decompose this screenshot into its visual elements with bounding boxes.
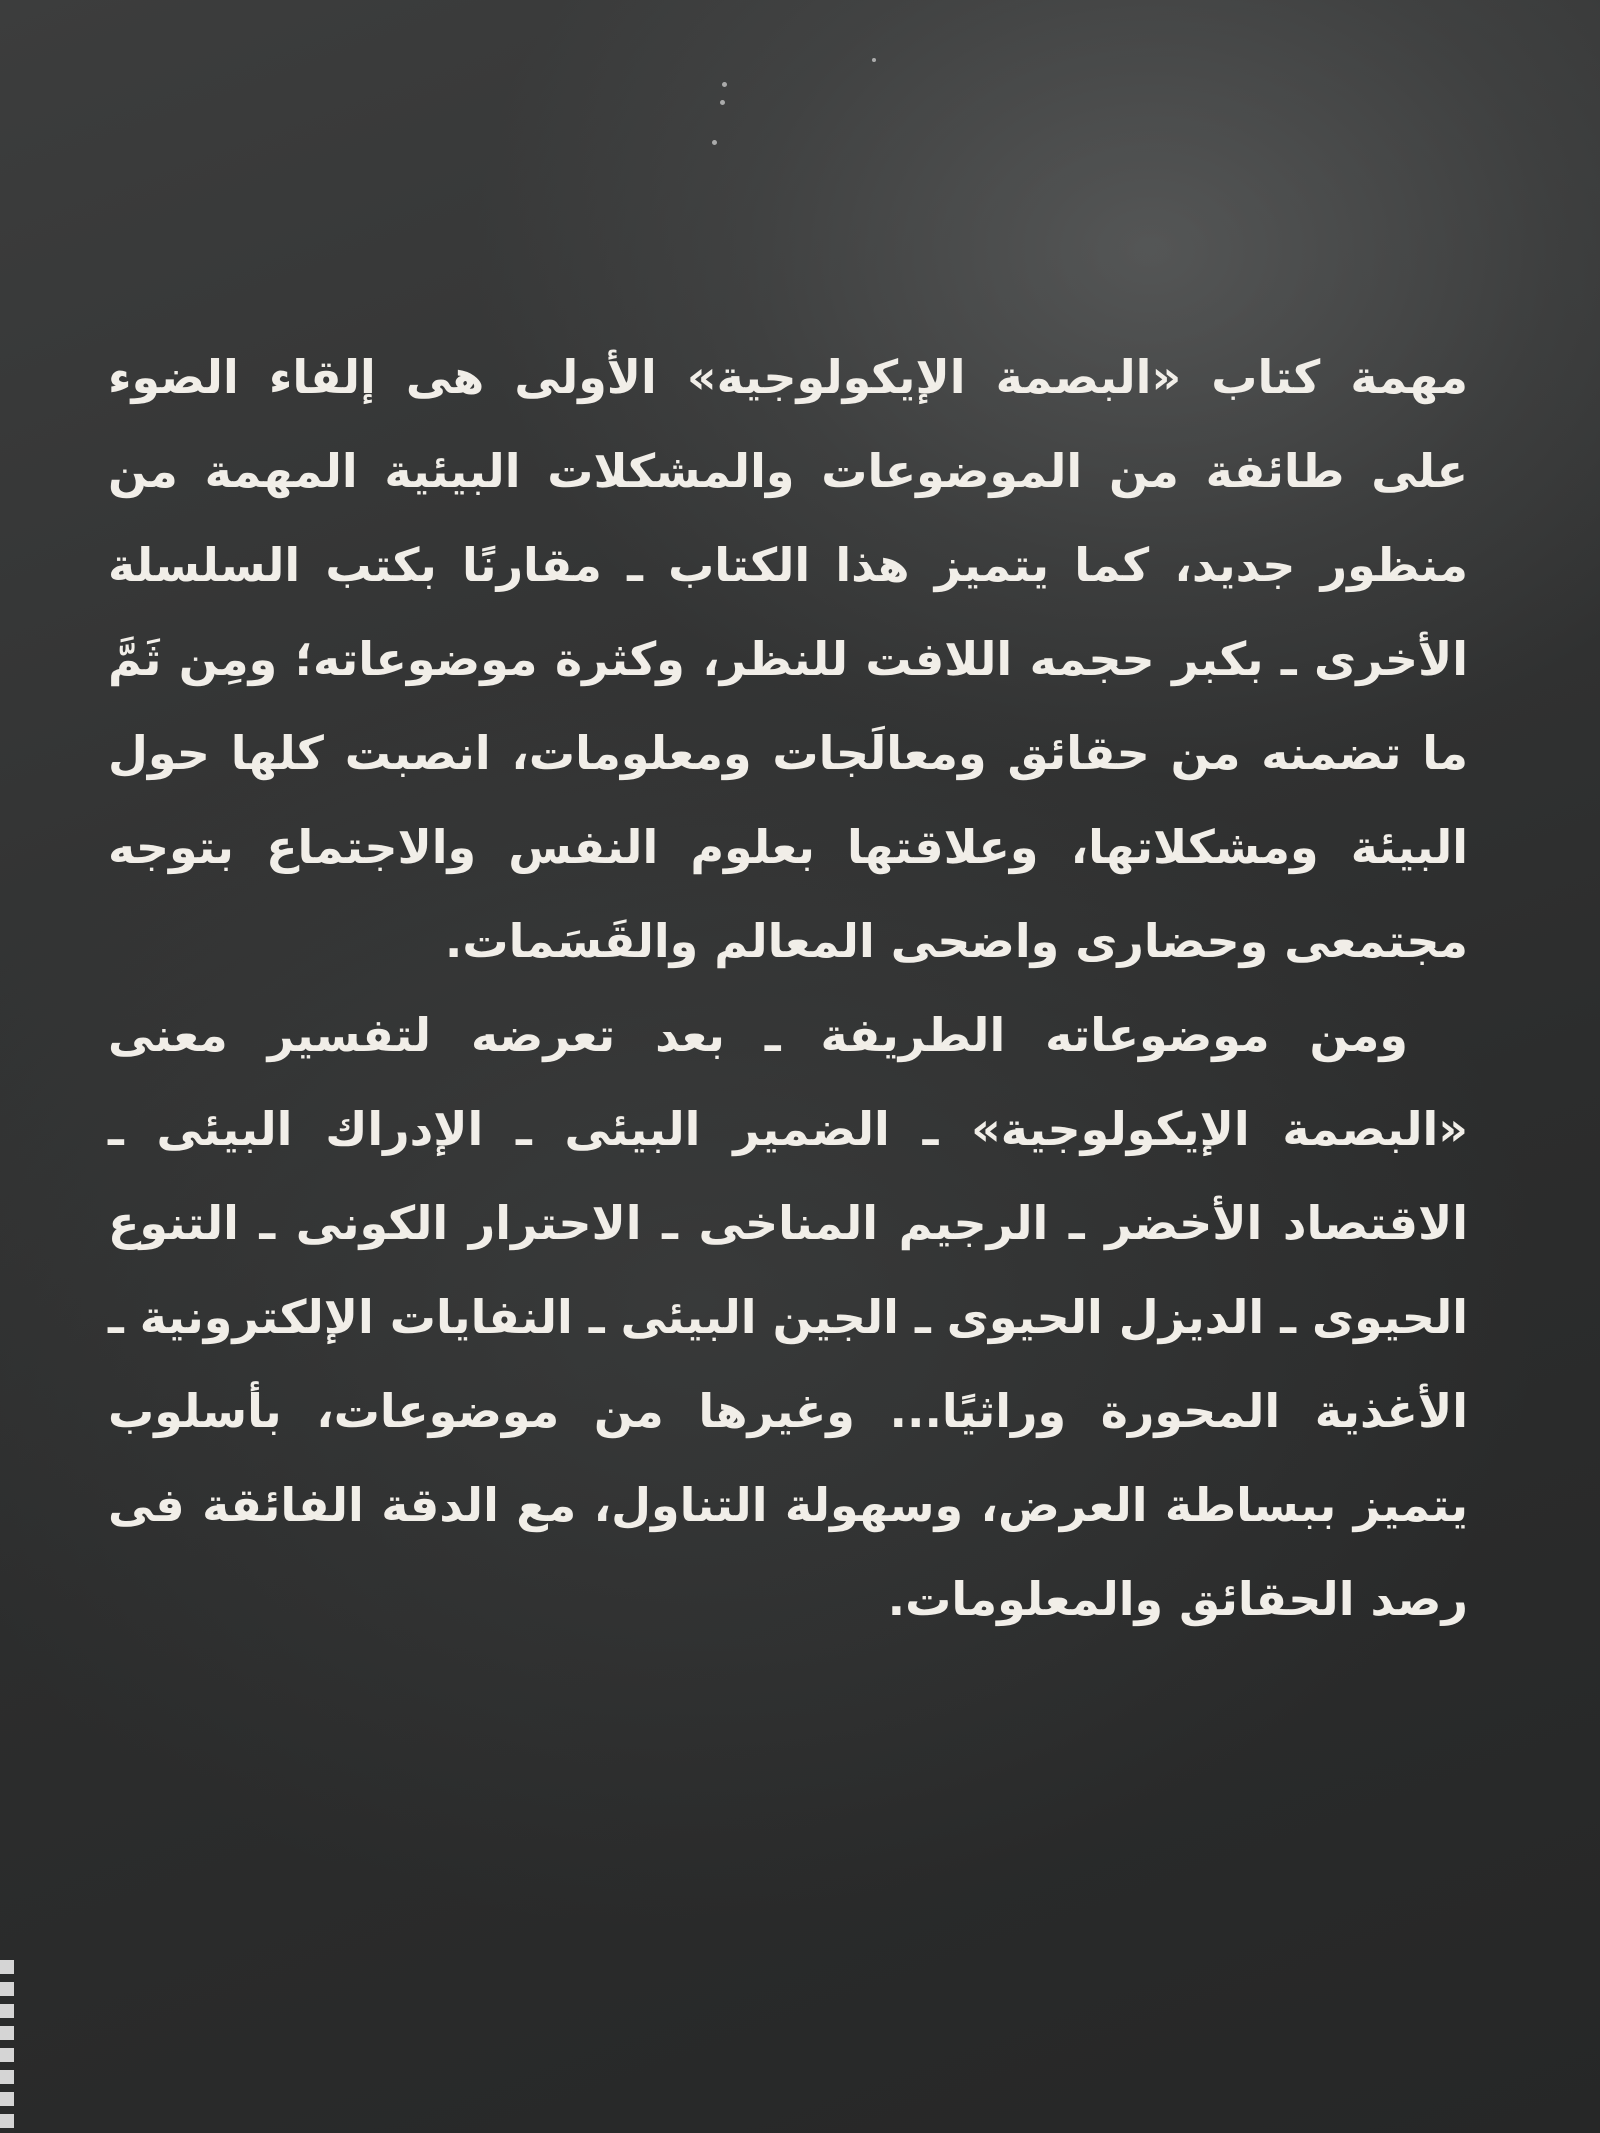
blurb-paragraph-1: مهمة كتاب «البصمة الإيكولوجية» الأولى هى إلقاء الضوء على طائفة من الموضوعات والمشكلات البيئية المهمة من منظور جديد، كما يتميز هذا الكتاب ـ مقارنًا بكتب السلسلة الأخرى ـ بكبر حجمه اللافت للنظر، وكثرة موضوعاته؛ ومِن ثَمَّ ما تضمنه من حقائق ومعالَجات ومعلومات، انصبت كلها حول البيئة ومشكلاتها، وعلاقتها بعلوم النفس والاجتماع بتوجه مجتمعى وحضارى واضحى المعالم والقَسَمات. [108,350,1468,968]
barcode-edge [0,1960,14,2133]
dust-speck [712,140,717,145]
blurb-paragraph-2: ومن موضوعاته الطريفة ـ بعد تعرضه لتفسير معنى «البصمة الإيكولوجية» ـ الضمير البيئى ـ الإدراك البيئى ـ الاقتصاد الأخضر ـ الرجيم المناخى ـ الاحترار الكونى ـ التنوع الحيوى ـ الديزل الحيوى ـ الجين البيئى ـ النفايات الإلكترونية ـ الأغذية المحورة وراثيًا... وغيرها من موضوعات، بأسلوب يتميز ببساطة العرض، وسهولة التناول، مع الدقة الفائقة فى رصد الحقائق والمعلومات. [108,1008,1468,1626]
dust-speck [872,58,876,62]
back-cover-blurb [108,330,1468,1646]
dust-speck [720,100,725,105]
dust-speck [722,82,727,87]
